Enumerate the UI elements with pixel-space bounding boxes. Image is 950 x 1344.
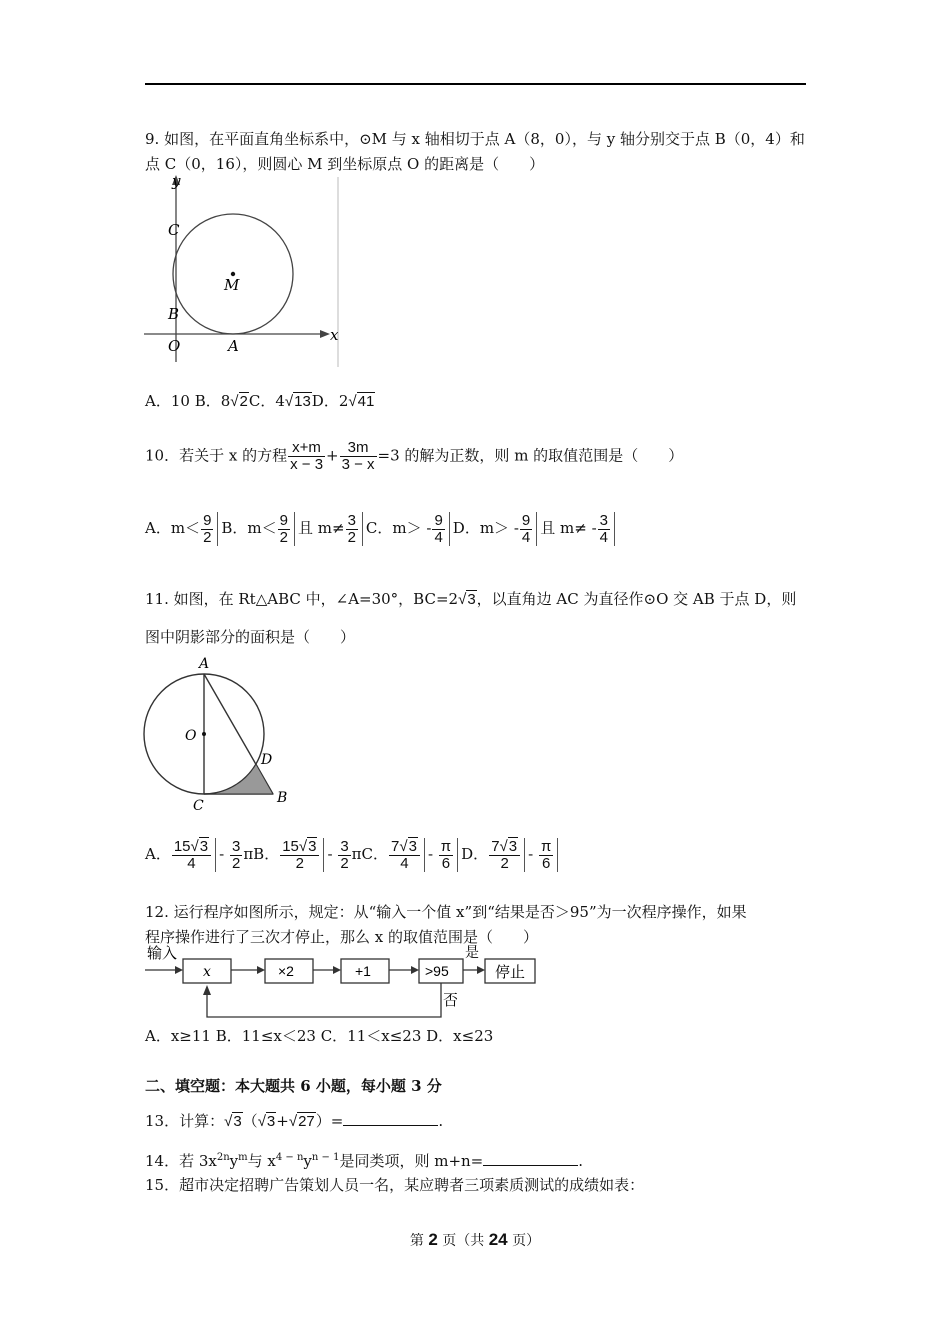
q14-text: 14．若 $3x^{2n}y^m$与 $x^{4 - n}y^{n - 1}$是同类项，则 m+n= .	[145, 1152, 584, 1170]
q10-option-d2-frac: $\frac{3}{4}$	[599, 511, 608, 546]
q11-sqrt: √3	[458, 591, 476, 608]
q10-options	[145, 512, 618, 546]
q11-label-c: C	[193, 798, 204, 814]
q9-label-b: B	[168, 305, 180, 323]
q11-option-b: B．	[253, 845, 280, 863]
q11-option-c-frac1: $\frac{7√3}{4}$	[389, 839, 420, 872]
q11-text-line1	[145, 588, 796, 609]
q11-option-b-frac1: $\frac{15√3}{2}$	[280, 839, 319, 872]
q9-option-d: D．2	[311, 392, 349, 410]
q10-option-d: D．m＞ -	[452, 519, 519, 537]
q9-option-d-sqrt: √41	[348, 393, 375, 410]
q10-post: =3 的解为正数，则 m 的取值范围是（ ）	[377, 446, 684, 465]
q10-pre: 10．若关于 x 的方程	[145, 446, 288, 465]
q11-option-c: C．	[361, 845, 389, 863]
q10-option-c: C．m＞ -	[365, 519, 432, 537]
q10-option-b: B．m＜	[221, 519, 277, 537]
q11-option-c-frac2: $\frac{\pi}{6}$	[440, 837, 452, 872]
q10-option-d-cond: 且 m≠ -	[540, 519, 597, 537]
q13-answer-blank[interactable]	[343, 1111, 438, 1126]
page-total: 24	[488, 1230, 508, 1249]
q11-pre: 11. 如图，在 Rt△ABC 中，∠A=30°，BC=2	[145, 590, 459, 608]
q11-option-d-frac1: $\frac{7√3}{2}$	[489, 839, 520, 872]
q15-text: 15．超市决定招聘广告策划人员一名，某应聘者三项素质测试的成绩如表：	[145, 1176, 645, 1194]
q11-option-a-frac2: $\frac{3}{2}$	[231, 837, 241, 872]
q11-option-a: A．	[145, 845, 171, 863]
q10-fraction-2: $\frac{3m}{3 - x}$	[341, 439, 375, 473]
q11-figure	[138, 652, 298, 817]
q14-answer-blank[interactable]	[483, 1151, 578, 1166]
header-rule	[145, 83, 806, 85]
q10-option-a: A．m＜	[145, 519, 201, 537]
flow-times2: ×2	[278, 963, 294, 979]
q11-label-o: O	[185, 728, 197, 744]
q11-post: ，以直角边 AC 为直径作⊙O 交 AB 于点 D，则	[476, 590, 797, 608]
q10-option-b-cond: 且 m≠	[298, 519, 345, 537]
q11-label-b: B	[277, 790, 288, 806]
q9-label-c: C	[168, 221, 180, 239]
q11-text-line2: 图中阴影部分的面积是（ ）	[145, 628, 356, 646]
q11-option-a-frac1: $\frac{15√3}{4}$	[172, 839, 211, 872]
q10-plus: +	[326, 446, 339, 465]
q10-option-b-frac: $\frac{9}{2}$	[279, 511, 288, 546]
q9-text-line2: 点 C（0，16），则圆心 M 到坐标原点 O 的距离是（ ）	[145, 155, 545, 173]
q11-options: A． $\frac{15√3}{4}$ - $\frac{3}{2}$ πB． $\frac{15√3}{2}$ - $\frac{3}{2}$ πC． $\frac{7√3}{4}$ - $\frac{\pi}{6}$ D． $\frac{7√3}{2}$ - $\frac{\pi}{6}$	[145, 838, 561, 872]
q10-text	[145, 440, 683, 473]
flow-plus1: +1	[355, 963, 371, 979]
q9-label-m: M	[224, 276, 240, 294]
q9-label-o: O	[168, 337, 181, 355]
q10-option-b2-frac: $\frac{3}{2}$	[347, 511, 356, 546]
flow-compare: >95	[425, 963, 449, 979]
q12-flowchart	[143, 943, 543, 1023]
q9-label-y: y	[172, 172, 181, 190]
q11-option-b-frac2: $\frac{3}{2}$	[340, 837, 349, 872]
q11-label-d: D	[261, 752, 273, 768]
q12-options: A．x≥11 B．11≤x＜23 C．11＜x≤23 D．x≤23	[145, 1027, 494, 1045]
q11-option-d-frac2: $\frac{\pi}{6}$	[540, 837, 552, 872]
q9-label-a: A	[228, 337, 239, 355]
flow-no: 否	[443, 992, 459, 1009]
flow-input-label: 输入	[147, 945, 178, 962]
flow-x: x	[203, 964, 211, 980]
q9-options	[145, 390, 375, 411]
q12-text-line1: 12. 运行程序如图所示，规定：从“输入一个值 x”到“结果是否＞95”为一次程序操作，如果	[145, 903, 747, 921]
q11-option-d: D．	[461, 845, 489, 863]
page-footer: 第 2 页（共 24 页）	[409, 1230, 541, 1249]
q13-text: 13．计算：√3（√3+√27）= .	[145, 1112, 444, 1130]
section-2-heading: 二、填空题：本大题共 6 小题，每小题 3 分	[145, 1077, 442, 1095]
q9-option-c-sqrt: √13	[284, 393, 311, 410]
q11-label-a: A	[199, 656, 210, 672]
q10-option-d-frac: $\frac{9}{4}$	[521, 511, 531, 546]
q12-text-line2: 程序操作进行了三次才停止，那么 x 的取值范围是（ ）	[145, 928, 538, 946]
q9-option-c: C．4	[248, 392, 285, 410]
page-number: 2	[428, 1230, 438, 1249]
q9-figure	[140, 172, 345, 372]
q10-option-c-frac: $\frac{9}{4}$	[434, 511, 443, 546]
q9-label-x: x	[330, 326, 339, 344]
q9-option-a-b: A．10 B．8	[145, 392, 231, 410]
q10-option-a-frac: $\frac{9}{2}$	[203, 511, 212, 546]
flow-stop: 停止	[495, 964, 526, 981]
q10-fraction-1: $\frac{x+m}{x - 3}$	[290, 439, 324, 473]
flow-yes: 是	[465, 944, 479, 960]
q9-option-b-sqrt: √2	[230, 393, 248, 410]
q9-text-line1: 9. 如图，在平面直角坐标系中，⊙M 与 x 轴相切于点 A（8，0），与 y 轴分别交于点 B（0，4）和	[145, 130, 805, 148]
